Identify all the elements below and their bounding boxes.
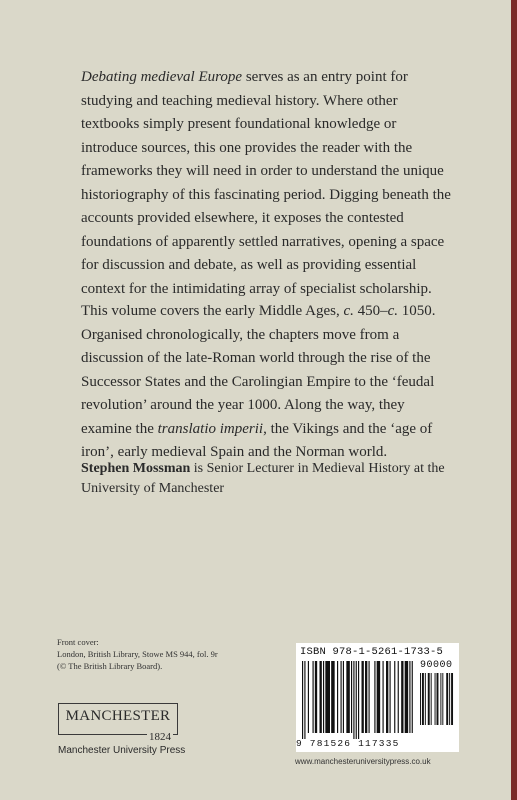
logo-name: MANCHESTER bbox=[65, 708, 171, 724]
barcode-bar bbox=[440, 673, 441, 725]
barcode-bar bbox=[362, 661, 364, 733]
barcode-bar bbox=[351, 661, 352, 733]
circa-2: c. bbox=[387, 303, 399, 319]
barcode-bar bbox=[337, 661, 338, 733]
barcode-bar bbox=[331, 661, 335, 733]
credit-line-3: (© The British Library Board). bbox=[57, 661, 163, 671]
barcode-bar bbox=[398, 661, 399, 733]
barcode bbox=[296, 643, 459, 752]
circa-1: c. bbox=[343, 303, 354, 319]
barcode-bar bbox=[341, 661, 342, 733]
barcode-bar bbox=[449, 673, 450, 725]
blurb-text-2a: This volume covers the early Middle Ages, bbox=[81, 303, 344, 319]
blurb-paragraph-2 bbox=[81, 300, 453, 465]
barcode-bar bbox=[383, 661, 384, 733]
barcode-bar bbox=[320, 661, 322, 733]
barcode-bar bbox=[435, 673, 436, 725]
barcode-bar bbox=[446, 673, 448, 725]
barcode-bar bbox=[394, 661, 395, 733]
barcode-bar bbox=[369, 661, 370, 733]
ean-digits: 9 781526 117335 bbox=[296, 738, 400, 749]
barcode-bar bbox=[353, 661, 354, 739]
barcode-bar bbox=[358, 661, 359, 739]
barcode-bar bbox=[346, 661, 350, 733]
publisher-logo bbox=[58, 703, 185, 756]
barcode-bar bbox=[390, 661, 391, 733]
barcode-bar bbox=[420, 673, 421, 725]
barcode-bar bbox=[405, 661, 409, 733]
credit-line-1: Front cover: bbox=[57, 637, 99, 647]
barcode-bar bbox=[409, 661, 410, 733]
barcode-bar bbox=[428, 673, 430, 725]
barcode-bar bbox=[365, 661, 367, 733]
barcode-bar bbox=[422, 673, 424, 725]
blurb-text-2b: 450– bbox=[353, 303, 388, 319]
barcode-bar bbox=[412, 661, 413, 733]
ean-barcode bbox=[302, 661, 414, 739]
addon-number: 90000 bbox=[420, 660, 453, 671]
book-title: Debating medieval Europe bbox=[81, 69, 243, 85]
barcode-bar bbox=[323, 661, 324, 733]
barcode-bar bbox=[377, 661, 381, 733]
barcode-bar bbox=[431, 673, 432, 725]
barcode-bar bbox=[451, 673, 453, 725]
barcode-bar bbox=[343, 661, 344, 733]
cover-credit bbox=[57, 636, 287, 672]
barcode-bar bbox=[401, 661, 403, 733]
barcode-bar bbox=[302, 661, 303, 739]
translatio-imperii: translatio imperii bbox=[157, 420, 264, 437]
author-name: Stephen Mossman bbox=[81, 461, 191, 476]
blurb-text-2d: , the Vikings and the ‘age of iron’, early medieval Spain and the Norman world. bbox=[81, 420, 433, 460]
publisher-url: www.manchesteruniversitypress.co.uk bbox=[295, 757, 431, 766]
barcode-bar bbox=[437, 673, 439, 725]
barcode-bar bbox=[304, 661, 305, 739]
barcode-bar bbox=[313, 661, 314, 733]
blurb-text-2c: 1050. Organised chronologically, the chapters move from a discussion of the late-Roman world through the rise of the Successor States and the Carolingian Empire to the ‘feudal revolution’ around the year 1000. Along the way, they examine the bbox=[81, 303, 436, 437]
barcode-bar bbox=[425, 673, 426, 725]
spine-edge bbox=[511, 0, 517, 800]
isbn-label: ISBN 978-1-5261-1733-5 bbox=[300, 646, 444, 658]
logo-box bbox=[58, 703, 178, 743]
barcode-bar bbox=[308, 661, 309, 733]
author-text: is Senior Lecturer in Medieval History at the University of Manchester bbox=[81, 461, 445, 496]
barcode-bar bbox=[325, 661, 330, 733]
addon-barcode bbox=[420, 673, 454, 731]
credit-line-2: London, British Library, Stowe MS 944, fol. 9r bbox=[57, 649, 218, 659]
author-bio bbox=[81, 459, 453, 499]
press-name: Manchester University Press bbox=[58, 745, 186, 756]
barcode-bar bbox=[315, 661, 317, 733]
blurb-text-1: serves as an entry point for studying and teaching medieval history. Where other textbooks simply present foundational knowledge or introduce sources, this one provides the reader with the frameworks they will need in order to understand the unique historiography of this fascinating period. Digging beneath the accounts provided elsewhere, it exposes the contested foundations of apparently settled narratives, opening a space for discussion and debate, as well as providing essential context for the intimidating array of specialist scholarship. bbox=[81, 69, 451, 297]
barcode-bar bbox=[374, 661, 375, 733]
barcode-bar bbox=[356, 661, 357, 739]
barcode-bar bbox=[386, 661, 388, 733]
barcode-bar bbox=[442, 673, 443, 725]
logo-year: 1824 bbox=[149, 731, 171, 743]
blurb-paragraph-1 bbox=[81, 66, 453, 301]
